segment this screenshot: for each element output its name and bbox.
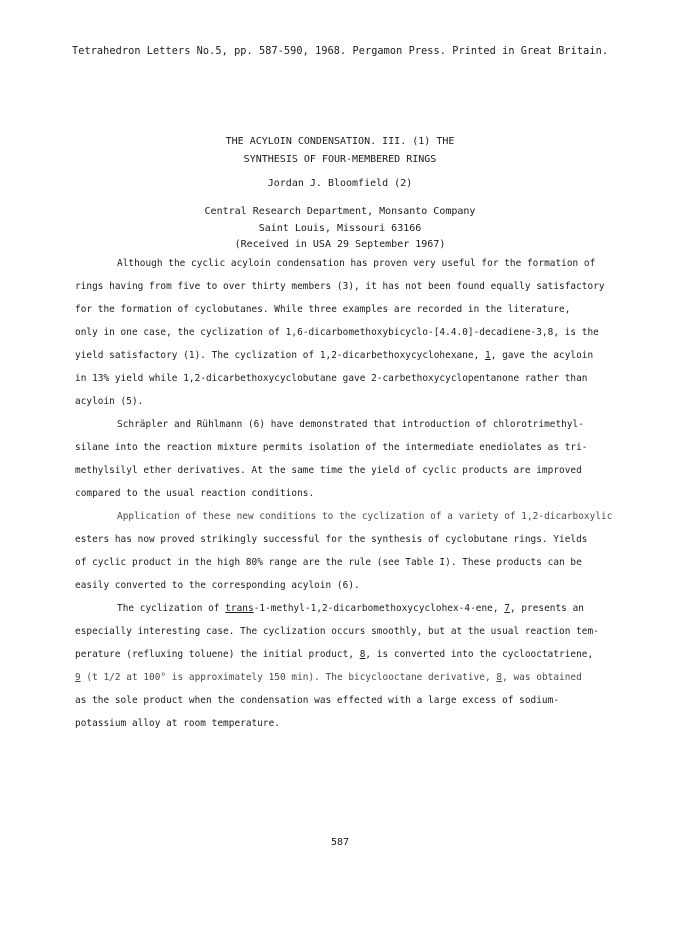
body-line: in 13% yield while 1,2-dicarbethoxycyclobutane gave 2-carbethoxycyclopentanone rather than (75, 373, 588, 384)
compound-ref: 8 (359, 649, 366, 660)
body-line: acyloin (5). (75, 396, 144, 407)
body-line: yield satisfactory (1). The cyclization of 1,2-dicarbethoxycyclohexane, 1, gave the acyloin (75, 350, 594, 361)
body-line: potassium alloy at room temperature. (75, 718, 280, 729)
body-line: Schräpler and Rühlmann (6) have demonstrated that introduction of chlorotrimethyl- (117, 419, 584, 430)
body-line: for the formation of cyclobutanes. While three examples are recorded in the literature, (75, 304, 571, 315)
received-date: (Received in USA 29 September 1967) (234, 239, 446, 250)
body-line: as the sole product when the condensation was effected with a large excess of sodium- (75, 695, 560, 706)
article-title-line-1: THE ACYLOIN CONDENSATION. III. (1) THE (225, 136, 455, 147)
running-head: Tetrahedron Letters No.5, pp. 587-590, 1968. Pergamon Press. Printed in Great Britain. (72, 46, 609, 57)
article-title-line-2: SYNTHESIS OF FOUR-MEMBERED RINGS (243, 154, 437, 165)
body-line: compared to the usual reaction conditions. (75, 488, 315, 499)
body-line: esters has now proved strikingly successful for the synthesis of cyclobutane rings. Yields (75, 534, 588, 545)
body-line: silane into the reaction mixture permits isolation of the intermediate enediolates as tri- (75, 442, 588, 453)
compound-ref: 1 (484, 350, 491, 361)
page-number: 587 (330, 837, 350, 848)
body-line: Although the cyclic acyloin condensation has proven very useful for the formation of (117, 258, 596, 269)
affiliation-line-2: Saint Louis, Missouri 63166 (258, 223, 422, 234)
author-name: Jordan J. Bloomfield (2) (267, 178, 413, 189)
compound-ref: 7 (504, 603, 510, 614)
body-line: Application of these new conditions to the cyclization of a variety of 1,2-dicarboxylic (117, 511, 613, 522)
compound-ref: 8 (496, 672, 503, 683)
compound-ref: 9 (75, 672, 81, 683)
stereo-prefix: trans (225, 603, 254, 614)
body-line: rings having from five to over thirty members (3), it has not been found equally satisfactory (75, 281, 605, 292)
affiliation-line-1: Central Research Department, Monsanto Company (204, 206, 476, 217)
body-line: The cyclization of trans-1-methyl-1,2-dicarbomethoxycyclohex-4-ene, 7, presents an (117, 603, 584, 614)
body-line: perature (refluxing toluene) the initial product, 8, is converted into the cyclooctatriene, (75, 649, 594, 660)
body-line: methylsilyl ether derivatives. At the same time the yield of cyclic products are improved (75, 465, 582, 476)
body-line: especially interesting case. The cyclization occurs smoothly, but at the usual reaction tem- (75, 626, 599, 637)
body-line: only in one case, the cyclization of 1,6-dicarbomethoxybicyclo-[4.4.0]-decadiene-3,8, is the (75, 327, 599, 338)
body-line: of cyclic product in the high 80% range are the rule (see Table I). These products can be (75, 557, 582, 568)
body-line: easily converted to the corresponding acyloin (6). (75, 580, 360, 591)
body-line: 9 (t 1/2 at 100° is approximately 150 min). The bicyclooctane derivative, 8, was obtained (75, 672, 582, 683)
